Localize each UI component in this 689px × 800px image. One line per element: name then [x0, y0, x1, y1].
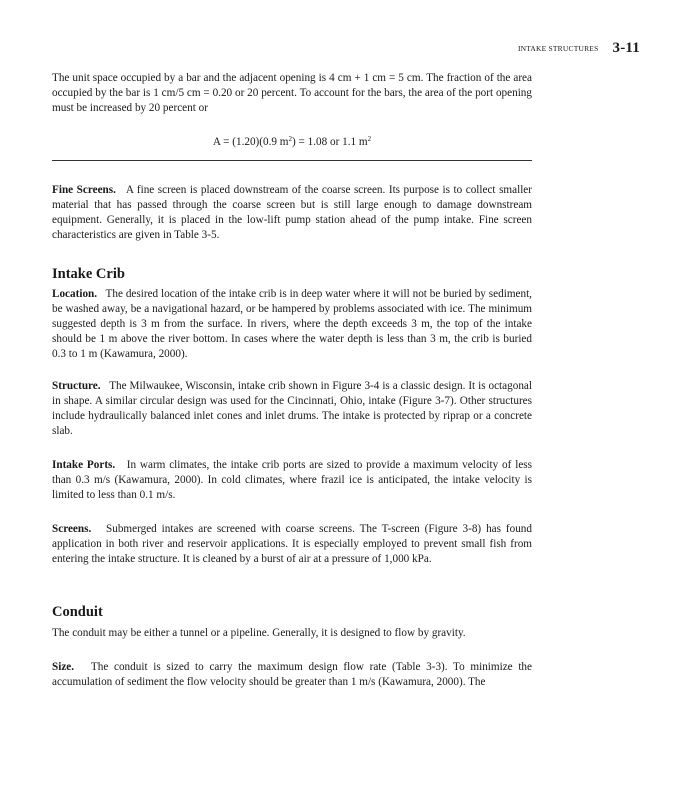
conduit-heading: Conduit — [52, 604, 103, 620]
area-equation — [52, 135, 532, 148]
equation-sup-2: 2 — [367, 135, 372, 143]
structure-lead: Structure. — [52, 380, 101, 392]
intro-paragraph: The unit space occupied by a bar and the adjacent opening is 4 cm + 1 cm = 5 cm. The fraction of the area occupied by the bar is 1 cm/5 cm = 0.20 or 20 percent. To account for the bars, the area of the port opening must be increased by 20 percent or — [52, 72, 532, 115]
page-number: 3-11 — [612, 40, 640, 56]
equation-sup-1: 2 — [288, 135, 292, 143]
size-lead: Size. — [52, 661, 75, 673]
fine-screens-lead: Fine Screens. — [52, 184, 116, 196]
equation-divider — [52, 160, 532, 161]
location-paragraph — [52, 287, 532, 362]
equation-lhs: A = (1.20)(0.9 m — [212, 136, 289, 148]
screens-text: Submerged intakes are screened with coarse screens. The T-screen (Figure 3-8) has found application in both river and reservoir applications. It is especially employed to prevent small fish from entering the intake structure. It is cleaned by a burst of air at a pressure of 1,000 kPa. — [52, 523, 532, 566]
fine-screens-paragraph — [52, 183, 532, 243]
size-paragraph — [52, 660, 532, 690]
section-title: INTAKE STRUCTURES — [517, 44, 599, 53]
intake-ports-text: In warm climates, the intake crib ports are sized to provide a maximum velocity of less than 0.3 m/s (Kawamura, 2000). In cold climates, where frazil ice is anticipated, the intake velocity is limited to less than 0.1 m/s. — [52, 459, 532, 502]
location-lead: Location. — [52, 288, 98, 300]
equation-mid: ) = 1.08 or 1.1 m — [292, 136, 368, 148]
structure-text: The Milwaukee, Wisconsin, intake crib shown in Figure 3-4 is a classic design. It is octagonal in shape. A similar circular design was used for the Cincinnati, Ohio, intake (Figure 3-7). Other structures include hydraulically balanced inlet cones and inlet drums. The intake is protected by riprap or a concrete slab. — [52, 380, 532, 438]
location-text: The desired location of the intake crib is in deep water where it will not be buried by sediment, be washed away, be a navigational hazard, or be hampered by problems associated with ice. The minimum suggested depth is 3 m from the surface. In rivers, where the depth exceeds 3 m, the top of the intake should be 1 m above the river bottom. In cases where the water depth is less than 3 m, the crib is buried 0.3 to 1 m (Kawamura, 2000). — [52, 288, 532, 361]
conduit-paragraph: The conduit may be either a tunnel or a pipeline. Generally, it is designed to flow by gravity. — [52, 627, 466, 639]
intake-crib-heading: Intake Crib — [52, 266, 125, 282]
intake-ports-lead: Intake Ports. — [52, 459, 116, 471]
size-text: The conduit is sized to carry the maximum design flow rate (Table 3-3). To minimize the accumulation of sediment the flow velocity should be greater than 1 m/s (Kawamura, 2000). The — [52, 661, 532, 689]
fine-screens-text: A fine screen is placed downstream of the coarse screen. Its purpose is to collect smaller material that has passed through the coarse screen but is still large enough to damage downstream equipment. Generally, it is placed in the low-lift pump station ahead of the pump intake. Fine screen characteristics are given in Table 3-5. — [52, 184, 532, 242]
intake-ports-paragraph — [52, 458, 532, 503]
running-head — [480, 40, 640, 57]
screens-paragraph — [52, 522, 532, 567]
screens-lead: Screens. — [52, 523, 92, 535]
structure-paragraph — [52, 379, 532, 439]
